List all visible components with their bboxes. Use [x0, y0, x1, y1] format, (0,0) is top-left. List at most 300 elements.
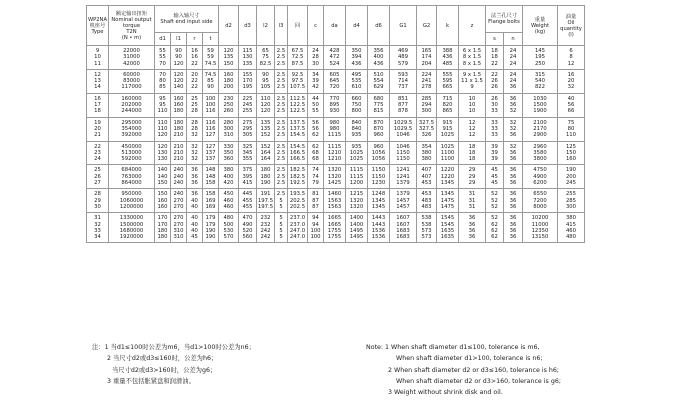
cell-value: 2.5: [276, 143, 286, 150]
cell-value: 1379: [396, 191, 410, 198]
cell-value: 540: [534, 78, 546, 85]
cell-value: 230: [223, 95, 234, 102]
table-cell: [486, 213, 504, 243]
cell-value: 180: [260, 167, 271, 174]
cell-value: 415: [242, 180, 253, 187]
cell-value: 12: [567, 60, 575, 67]
cell-value: 1345: [440, 191, 455, 198]
cell-value: 2.5: [276, 132, 286, 139]
cell-value: 148: [205, 173, 216, 180]
cell-value: 864000: [121, 180, 142, 187]
cell-value: 40: [191, 197, 198, 204]
cell-value: 2.5: [276, 95, 286, 102]
cell-value: 380: [565, 215, 577, 222]
cell-value: 36: [191, 191, 198, 198]
table-cell: [523, 141, 558, 165]
table-row-group: [87, 69, 585, 93]
cell-value: 160: [173, 95, 184, 102]
cell-value: 29: [468, 173, 476, 180]
cell-value: 1443: [371, 221, 386, 228]
cell-value: 55: [312, 108, 319, 115]
cell-value: 83000: [123, 78, 140, 85]
cell-value: 485: [442, 60, 453, 67]
cell-value: 152: [260, 143, 271, 150]
cell-value: 593: [397, 71, 409, 78]
cell-value: 74: [312, 173, 319, 180]
table-cell: [523, 117, 558, 141]
table-row-group: [87, 213, 585, 243]
table-cell: [219, 46, 239, 70]
cell-value: 30: [491, 102, 498, 109]
cell-value: 460: [223, 197, 234, 204]
cell-value: 285: [565, 197, 577, 204]
notes-english: [366, 342, 561, 398]
cell-value: 33: [491, 119, 498, 126]
cell-value: 5: [279, 234, 283, 241]
cell-value: 1500000: [119, 221, 144, 228]
cell-value: 1755: [327, 227, 342, 234]
note-en-2: When shaft diameter d1>100, tolerance is n6;: [396, 355, 543, 363]
cell-value: 87: [312, 197, 319, 204]
header-type: WP2NA 机座号 Type: [87, 6, 109, 46]
cell-value: 2.5: [276, 60, 286, 67]
table-cell: [390, 93, 417, 117]
cell-value: 166.5: [289, 156, 306, 163]
cell-value: 20: [94, 125, 101, 132]
cell-value: 6200: [533, 180, 547, 187]
table-cell: [390, 46, 417, 70]
cell-value: 489: [397, 54, 409, 61]
cell-value: 70: [159, 60, 166, 67]
cell-value: 60000: [123, 71, 140, 78]
cell-value: 30: [312, 60, 319, 67]
cell-value: 242: [260, 227, 271, 234]
cell-value: 155: [242, 71, 253, 78]
cell-value: 202.5: [289, 203, 306, 210]
table-cell: [459, 69, 486, 93]
cell-value: 36: [509, 180, 517, 187]
note-en-3: 2 When shaft diameter d2 or d3≤160, tolerance is h6;: [388, 366, 559, 374]
cell-value: 1495: [349, 234, 364, 241]
cell-value: 310: [223, 132, 234, 139]
cell-value: 870: [373, 125, 384, 132]
cell-value: 40: [567, 95, 575, 102]
table-cell: [437, 189, 459, 213]
cell-value: 9: [95, 48, 100, 54]
cell-value: 500: [223, 221, 234, 228]
cell-value: 39: [312, 78, 319, 85]
cell-value: 1320: [327, 167, 342, 174]
table-cell: [417, 189, 437, 213]
table-cell: [486, 117, 504, 141]
cell-value: 345: [242, 149, 253, 156]
table-cell: [219, 141, 239, 165]
table-cell: [187, 93, 203, 117]
header-g1: G1: [390, 6, 417, 46]
cell-value: 202000: [121, 102, 142, 109]
cell-value: 305: [242, 132, 253, 139]
cell-value: 520: [242, 227, 253, 234]
cell-value: 579: [397, 60, 409, 67]
table-cell: [558, 141, 585, 165]
cell-value: 160: [565, 156, 577, 163]
cell-value: 36: [191, 173, 198, 180]
table-cell: [368, 93, 390, 117]
cell-value: 24: [509, 54, 517, 61]
cell-value: 13150: [531, 234, 549, 241]
cell-value: 1330000: [119, 215, 144, 222]
cell-value: 980: [329, 125, 340, 132]
cell-value: 270: [173, 197, 184, 204]
cell-value: 105: [260, 84, 271, 91]
cell-value: 137.5: [289, 119, 306, 126]
table-cell: [417, 141, 437, 165]
cell-value: 237.0: [289, 215, 306, 222]
cell-value: 436: [373, 60, 384, 67]
cell-value: 130: [157, 149, 168, 156]
cell-value: 1220: [440, 173, 455, 180]
table-cell: [171, 93, 187, 117]
table-row-group: [87, 117, 585, 141]
header-input-shaft: 输入轴尺寸 Shaft end input side: [155, 6, 219, 33]
table-cell: [288, 117, 308, 141]
cell-value: 197.5: [257, 197, 274, 204]
cell-value: 1345: [371, 197, 386, 204]
table-cell: [87, 69, 109, 93]
table-cell: [390, 165, 417, 189]
cell-value: 1220: [440, 167, 455, 174]
cell-value: 120: [260, 102, 271, 109]
cell-value: 24: [312, 48, 319, 54]
cell-value: 94: [312, 221, 319, 228]
cell-value: 295: [242, 125, 253, 132]
table-cell: [288, 189, 308, 213]
cell-value: 140: [173, 84, 184, 91]
cell-value: 8: [569, 54, 573, 61]
cell-value: 85: [207, 78, 214, 85]
cell-value: 225: [242, 95, 253, 102]
cell-value: 270: [173, 203, 184, 210]
cell-value: 380: [223, 167, 234, 174]
table-cell: [219, 117, 239, 141]
table-cell: [459, 165, 486, 189]
cell-value: 1500: [533, 102, 547, 109]
table-cell: [109, 117, 155, 141]
cell-value: 52: [491, 191, 498, 198]
table-row-group: [87, 141, 585, 165]
cell-value: 645: [329, 78, 340, 85]
cell-value: 260: [223, 108, 234, 115]
table-body: [87, 46, 585, 243]
table-cell: [324, 46, 346, 70]
cell-value: 573: [421, 227, 432, 234]
table-cell: [523, 213, 558, 243]
cell-value: 2.5: [276, 180, 286, 187]
cell-value: 1025: [440, 132, 455, 139]
cell-value: 5: [279, 227, 283, 234]
cell-value: 1900: [533, 108, 547, 115]
header-d4: d4: [346, 6, 368, 46]
note-cn-4: 3 重量不包括胀紧盘和润滑油。: [107, 377, 195, 385]
table-cell: [203, 213, 219, 243]
table-cell: [155, 213, 171, 243]
cell-value: 18: [94, 108, 101, 115]
cell-value: 720: [329, 84, 340, 91]
table-cell: [288, 46, 308, 70]
cell-value: 1115: [327, 143, 342, 150]
cell-value: 180: [223, 78, 234, 85]
table-cell: [171, 117, 187, 141]
cell-value: 1460: [327, 191, 342, 198]
table-cell: [171, 69, 187, 93]
table-cell: [203, 165, 219, 189]
cell-value: 1150: [371, 173, 386, 180]
cell-value: 33: [491, 125, 498, 132]
table-cell: [346, 213, 368, 243]
cell-value: 7200: [533, 197, 547, 204]
header-n: n: [504, 33, 523, 46]
table-cell: [155, 117, 171, 141]
cell-value: 1200000: [119, 203, 144, 210]
cell-value: 32: [509, 125, 517, 132]
table-cell: [257, 69, 275, 93]
header-torque: 额定输出扭矩 Nominal output torque T2N (N • m): [109, 6, 155, 46]
table-cell: [257, 46, 275, 70]
table-cell: [437, 117, 459, 141]
table-cell: [346, 93, 368, 117]
cell-value: 1457: [396, 203, 410, 210]
cell-value: 538: [421, 215, 432, 222]
table-cell: [308, 117, 324, 141]
cell-value: 1400: [349, 221, 364, 228]
cell-value: 1150: [396, 149, 410, 156]
cell-value: 191: [260, 191, 271, 198]
cell-value: 26: [491, 95, 498, 102]
cell-value: 21: [94, 132, 101, 139]
cell-value: 1545: [440, 221, 455, 228]
cell-value: 31: [468, 203, 476, 210]
table-cell: [390, 69, 417, 93]
cell-value: 270: [173, 215, 184, 222]
cell-value: 270: [173, 221, 184, 228]
cell-value: 472: [329, 54, 340, 61]
cell-value: 135: [260, 119, 271, 126]
cell-value: 67.5: [291, 48, 304, 54]
cell-value: 1100: [440, 149, 455, 156]
cell-value: 5: [279, 215, 283, 222]
cell-value: 204: [421, 60, 432, 67]
cell-value: 392000: [121, 132, 142, 139]
table-cell: [324, 213, 346, 243]
cell-value: 19: [94, 119, 101, 126]
cell-value: 1683: [396, 227, 410, 234]
header-r: r: [187, 33, 203, 46]
cell-value: 135: [260, 125, 271, 132]
table-cell: [346, 46, 368, 70]
table-cell: [523, 93, 558, 117]
cell-value: 538: [421, 221, 432, 228]
table-cell: [346, 69, 368, 93]
cell-value: 592000: [121, 156, 142, 163]
cell-value: 3800: [533, 156, 547, 163]
cell-value: 388: [442, 48, 453, 54]
cell-value: 12350: [531, 227, 549, 234]
cell-value: 605: [329, 71, 340, 78]
table-cell: [109, 93, 155, 117]
cell-value: 495: [351, 71, 362, 78]
table-cell: [275, 189, 288, 213]
cell-value: 23: [94, 149, 101, 156]
table-cell: [504, 189, 523, 213]
table-cell: [155, 46, 171, 70]
cell-value: 127: [205, 143, 216, 150]
cell-value: 190: [260, 180, 271, 187]
cell-value: 74.5: [204, 71, 217, 78]
cell-value: 2.5: [276, 84, 286, 91]
table-cell: [308, 93, 324, 117]
table-cell: [187, 117, 203, 141]
cell-value: 12: [468, 132, 476, 139]
cell-value: 87.5: [291, 60, 304, 67]
table-cell: [459, 213, 486, 243]
cell-value: 31: [94, 215, 101, 222]
cell-value: 4750: [533, 167, 547, 174]
cell-value: 300: [223, 125, 234, 132]
cell-value: 400: [373, 54, 384, 61]
cell-value: 62: [491, 227, 498, 234]
cell-value: 1100: [440, 156, 455, 163]
table-cell: [523, 46, 558, 70]
cell-value: 36: [468, 215, 476, 222]
cell-value: 400: [223, 173, 234, 180]
table-cell: [155, 165, 171, 189]
cell-value: 140: [157, 167, 168, 174]
cell-value: 110: [565, 132, 577, 139]
table-cell: [288, 69, 308, 93]
cell-value: 4900: [533, 173, 547, 180]
header-c: c: [308, 6, 324, 46]
cell-value: 1536: [371, 234, 386, 241]
table-cell: [171, 46, 187, 70]
cell-value: 1345: [371, 203, 386, 210]
table-cell: [171, 213, 187, 243]
cell-value: 555: [442, 71, 453, 78]
notes-chinese: [92, 342, 255, 387]
cell-value: 95: [159, 102, 166, 109]
cell-value: 1425: [327, 180, 342, 187]
table-cell: [437, 93, 459, 117]
cell-value: 244000: [121, 108, 142, 115]
cell-value: 245: [242, 102, 253, 109]
cell-value: 8 x 1.5: [462, 54, 482, 61]
cell-value: 137.5: [289, 125, 306, 132]
table-cell: [308, 189, 324, 213]
header-s: s: [486, 33, 504, 46]
cell-value: 8 x 1.5: [462, 60, 482, 67]
table-cell: [239, 189, 257, 213]
cell-value: 460: [565, 227, 577, 234]
table-row-group: [87, 165, 585, 189]
cell-value: 1030: [533, 95, 547, 102]
table-cell: [288, 93, 308, 117]
cell-value: 22: [191, 84, 198, 91]
cell-value: 395: [242, 173, 253, 180]
cell-value: 32: [509, 143, 517, 150]
cell-value: 197.5: [257, 203, 274, 210]
table-cell: [417, 93, 437, 117]
cell-value: 407: [421, 173, 432, 180]
header-symbol: 回: [288, 6, 308, 46]
cell-value: 469: [397, 48, 409, 54]
cell-value: 95: [262, 78, 269, 85]
table-cell: [155, 69, 171, 93]
cell-value: 39: [491, 149, 498, 156]
cell-value: 33: [94, 227, 101, 234]
cell-value: 32: [191, 143, 198, 150]
cell-value: 180: [173, 119, 184, 126]
cell-value: 407: [421, 167, 432, 174]
table-cell: [288, 165, 308, 189]
cell-value: 354: [421, 143, 432, 150]
cell-value: 245: [565, 180, 577, 187]
cell-value: 59: [207, 48, 214, 54]
cell-value: 70: [159, 71, 166, 78]
table-cell: [219, 213, 239, 243]
cell-value: 524: [329, 60, 340, 67]
table-cell: [239, 93, 257, 117]
cell-value: 1457: [396, 197, 410, 204]
cell-value: 22000: [123, 48, 140, 54]
table-cell: [346, 141, 368, 165]
cell-value: 31: [468, 197, 476, 204]
note-en-5: 3 Weight without shrink disk and oil.: [388, 389, 503, 397]
cell-value: 480: [565, 234, 577, 241]
cell-value: 8000: [533, 203, 547, 210]
table-cell: [308, 165, 324, 189]
cell-value: 2.5: [276, 102, 286, 109]
cell-value: 160: [157, 203, 168, 210]
cell-value: 554: [373, 78, 384, 85]
cell-value: 775: [373, 102, 384, 109]
cell-value: 2170: [533, 125, 547, 132]
cell-value: 680: [373, 95, 384, 102]
cell-value: 40: [191, 203, 198, 210]
table-cell: [109, 189, 155, 213]
cell-value: 137: [205, 156, 216, 163]
cell-value: 56: [312, 119, 319, 126]
cell-value: 1536: [371, 227, 386, 234]
cell-value: 224: [421, 71, 432, 78]
cell-value: 180: [173, 108, 184, 115]
cell-value: 1115: [327, 132, 342, 139]
cell-value: 5: [279, 197, 283, 204]
cell-value: 737: [397, 84, 409, 91]
cell-value: 18: [468, 143, 476, 150]
table-cell: [417, 69, 437, 93]
cell-value: 455: [242, 197, 253, 204]
cell-value: 55: [159, 54, 166, 61]
cell-value: 127: [205, 132, 216, 139]
cell-value: 1150: [396, 156, 410, 163]
cell-value: 190: [565, 167, 577, 174]
header-z: z: [459, 6, 486, 46]
cell-value: 1475: [440, 203, 455, 210]
note-cn-2: 2 当尺寸d2或d3≤160时，公差为h6；: [107, 355, 218, 363]
note-cn-1: 注：1 当d1≤100时公差为m6，当d1>100时公差为n6；: [92, 344, 255, 351]
cell-value: 169: [205, 203, 216, 210]
table-cell: [275, 165, 288, 189]
cell-value: 110: [157, 125, 168, 132]
